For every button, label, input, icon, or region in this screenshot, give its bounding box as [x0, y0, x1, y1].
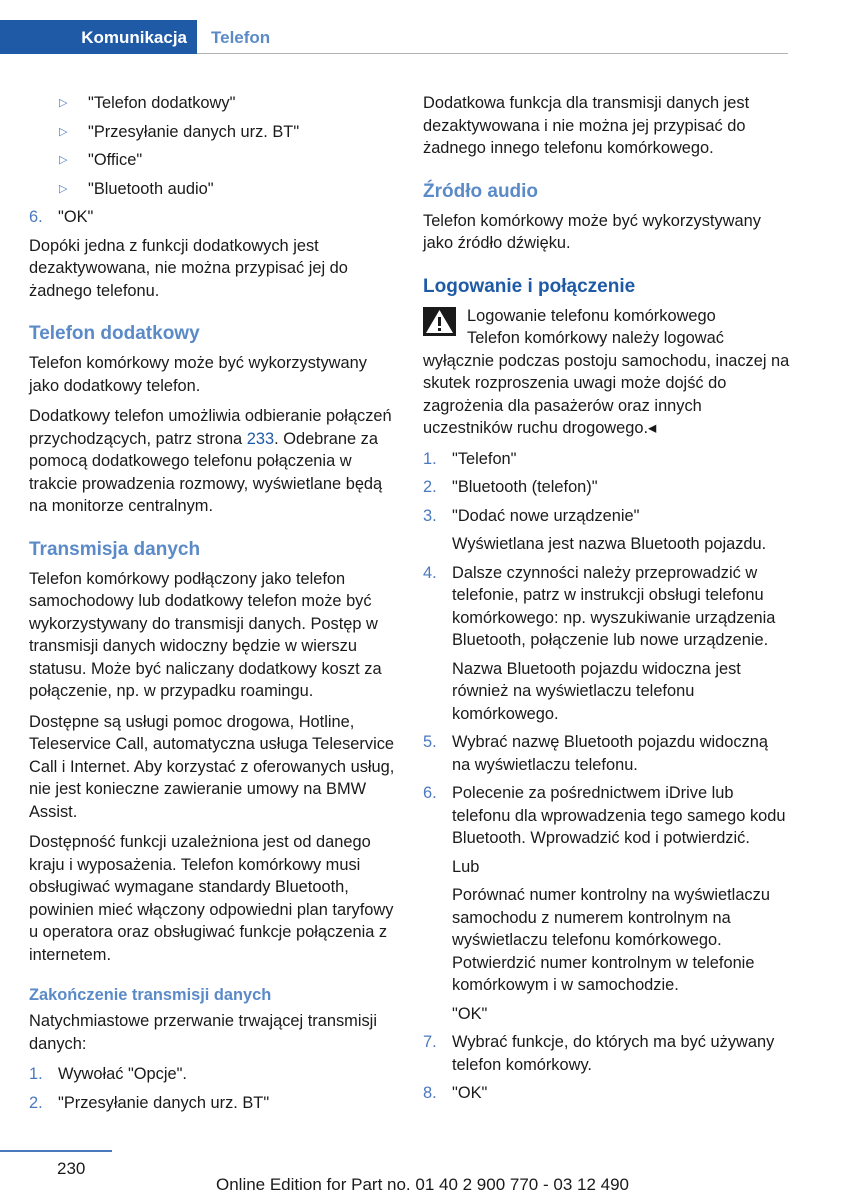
paragraph: Telefon komórkowy może być wykorzystywany jako dodatkowy telefon. [29, 354, 367, 395]
header-subsection-title: Telefon [211, 28, 271, 47]
step-item: 1. "Telefon" [423, 449, 517, 468]
list-item: ▷ "Telefon dodatkowy" [29, 92, 397, 115]
header-divider [197, 53, 788, 54]
step-note: Porównać numer kontrolny na wyświetlaczu samochodu z numerem kontrolnym na wyświetlaczu telefonu komórkowego. Potwierdzić numer kontrolnym w telefonie komórkowym i w samochodzie. [452, 886, 770, 994]
step-note: Wyświetlana jest nazwa Bluetooth pojazdu. [452, 535, 767, 553]
list-item: ▷ "Przesyłanie danych urz. BT" [29, 121, 397, 144]
paragraph: Telefon komórkowy podłączony jako telefon samochodowy lub dodatkowy telefon może być wykorzystywany do transmisji danych. Postęp w transmisji danych widoczny będzie w wierszu statusu. Może być naliczany dodatkowy koszt za połączenie, np. w przypadku roamingu. [29, 569, 382, 700]
triangle-bullet-icon: ▷ [59, 154, 68, 166]
step-item: 6. "OK" [29, 208, 94, 226]
paragraph: Dostępność funkcji uzależniona jest od danego kraju i wyposażenia. Telefon komórkowy musi obsługiwać wymagane standardy Bluetooth, powinien mieć włączony odpowiedni plan taryfowy u operatora oraz obsługiwać funkcje połączenia z internetem. [29, 833, 394, 964]
warning-block [423, 305, 790, 328]
section-heading: Transmisja danych [29, 538, 201, 560]
step-item: 1. Wywołać "Opcje". [29, 1065, 187, 1083]
step-item: 8. "OK" [423, 1084, 488, 1102]
section-heading: Logowanie i połączenie [423, 275, 636, 297]
page-number: 230 [57, 1159, 86, 1178]
step-note: Nazwa Bluetooth pojazdu widoczna jest również na wyświetlaczu telefonu komórkowego. [452, 659, 741, 723]
header-section-title: Komunikacja [81, 28, 187, 47]
paragraph: Dodatkowa funkcja dla transmisji danych jest dezaktywowana i nie można jej przypisać do żadnego innego telefonu komórkowego. [423, 94, 750, 157]
list-item: ▷ "Office" [29, 149, 397, 172]
left-column [29, 92, 397, 1120]
section-heading: Źródło audio [423, 180, 539, 202]
paragraph: Telefon komórkowy może być wykorzystywany jako źródło dźwięku. [423, 211, 761, 252]
step-item: 2. "Przesyłanie danych urz. BT" [29, 1093, 270, 1112]
paragraph: Dostępne są usługi pomoc drogowa, Hotline, Teleservice Call, automatyczna usługa Teleservice Call i Internet. Aby korzystać z oferowanych usług, nie jest konieczne zawieranie umowy na BMW Assist. [29, 712, 395, 821]
warning-text: Telefon komórkowy należy logować wyłącznie podczas postoju samochodu, inaczej na skutek rozproszenia uwagi może dojść do zagrożenia dla pasażerów oraz innych uczestników ruchu drogowego.◂ [423, 329, 790, 437]
step-item: 5. Wybrać nazwę Bluetooth pojazdu widoczną na wyświetlaczu telefonu. [423, 733, 769, 774]
warning-icon [423, 307, 456, 336]
footer-accent-line [0, 1150, 112, 1152]
step-item: 2. "Bluetooth (telefon)" [423, 478, 598, 496]
paragraph: Dopóki jedna z funkcji dodatkowych jest dezaktywowana, nie można przypisać jej do żadnego telefonu. [29, 236, 348, 300]
subsection-heading: Zakończenie transmisji danych [29, 986, 272, 1004]
list-item: ▷ "Bluetooth audio" [29, 178, 397, 201]
step-note: "OK" [452, 1004, 488, 1023]
step-item: 3. "Dodać nowe urządzenie" [423, 506, 640, 525]
warning-title: Logowanie telefonu komórkowego [467, 306, 716, 325]
paragraph: Natychmiastowe przerwanie trwającej transmisji danych: [29, 1012, 377, 1053]
step-item: 6. Polecenie za pośrednictwem iDrive lub telefonu dla wprowadzenia tego samego kodu Bluetooth. Wprowadzić kod i potwierdzić. [423, 784, 786, 847]
page-link[interactable]: 233 [246, 429, 275, 448]
paragraph: Dodatkowy telefon umożliwia odbieranie połączeń przychodzących, patrz strona 233. Odebrane za pomocą dodatkowego telefonu połączenia w trakcie prowadzenia rozmowy, wyświetlane będą na monitorze centralnym. [29, 407, 392, 515]
triangle-bullet-icon: ▷ [59, 182, 68, 195]
triangle-bullet-icon: ▷ [59, 97, 68, 109]
section-heading: Telefon dodatkowy [29, 323, 200, 344]
right-column [423, 92, 790, 1111]
triangle-bullet-icon: ▷ [59, 125, 68, 138]
step-note: Lub [452, 857, 480, 876]
step-item: 7. Wybrać funkcje, do których ma być używany telefon komórkowy. [423, 1033, 775, 1074]
footer-edition: Online Edition for Part no. 01 40 2 900 770 - 03 12 490 [215, 1175, 629, 1194]
step-item: 4. Dalsze czynności należy przeprowadzić w telefonie, patrz w instrukcji obsługi telefonu komórkowego: np. wyszukiwanie urządzenia Bluetooth, połączenie lub nowe urządzenie. [423, 563, 776, 649]
